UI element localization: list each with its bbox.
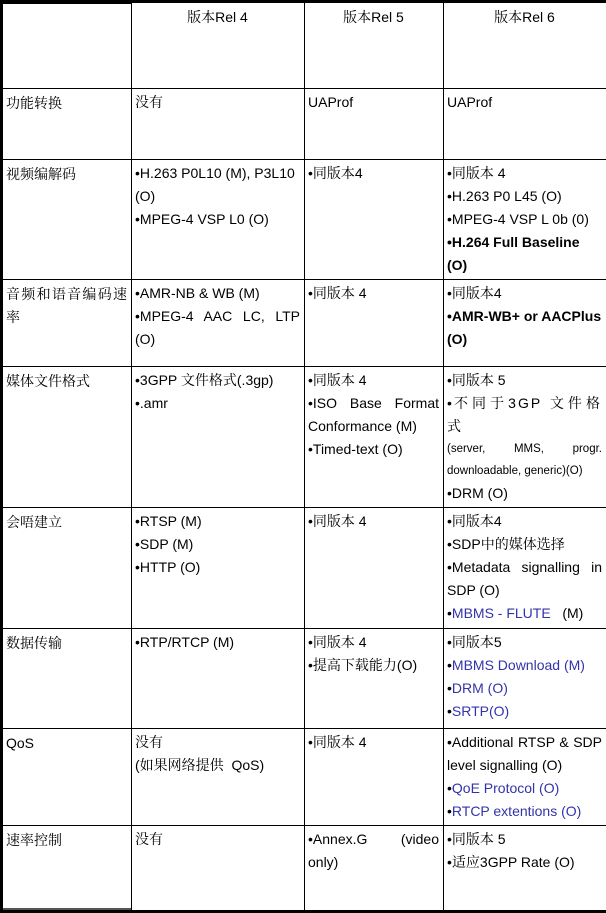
cell-line (135, 533, 300, 556)
bullet-icon: • (447, 395, 452, 411)
table-cell (132, 367, 305, 508)
bullet-icon: • (447, 211, 452, 227)
row-label: 功能转换 (2, 89, 132, 160)
bullet-icon: • (447, 234, 452, 250)
cell-line (308, 162, 439, 185)
header-cell-blank (2, 2, 132, 89)
cell-line (308, 438, 439, 461)
cell-line (447, 208, 602, 231)
cell-text: Metadata signalling in SDP (O) (447, 559, 602, 598)
cell-text: SDP (M) (140, 536, 193, 552)
cell-text: (server, MMS, progr. downloadable, generic)(O) (447, 443, 602, 477)
cell-text: 同版本5 (452, 634, 502, 650)
header-cell-rel5: 版本Rel 5 (305, 2, 444, 89)
cell-line (447, 91, 602, 114)
bullet-icon: • (447, 680, 452, 696)
cell-text: UAProf (447, 94, 492, 110)
cell-line (447, 162, 602, 185)
cell-line (308, 731, 439, 754)
cell-line (135, 91, 300, 114)
table-cell (132, 89, 305, 160)
bullet-icon: • (135, 536, 140, 552)
cell-text: 没有 (135, 831, 163, 847)
bullet-icon: • (447, 605, 452, 621)
cell-line (447, 851, 602, 874)
cell-text: 同版本 4 (313, 513, 367, 529)
cell-text: 没有 (135, 94, 163, 110)
cell-line (308, 828, 439, 874)
table-cell (444, 160, 606, 280)
bullet-icon: • (308, 513, 313, 529)
cell-line (447, 231, 602, 277)
bullet-icon: • (447, 308, 452, 324)
table-cell (305, 729, 444, 826)
cell-line (135, 754, 300, 777)
table-cell (444, 89, 606, 160)
cell-text: Timed-text (O) (313, 441, 403, 457)
bullet-icon: • (308, 285, 313, 301)
cell-text: MPEG-4 VSP L0 (O) (140, 211, 269, 227)
cell-text: ISO Base Format Conformance (M) (308, 395, 439, 434)
link-text[interactable]: RTCP extentions (O) (452, 803, 581, 819)
bullet-icon: • (135, 211, 140, 227)
row-label: 数据传输 (2, 629, 132, 729)
cell-line (447, 185, 602, 208)
cell-text: 适应3GPP Rate (O) (452, 854, 575, 870)
bullet-icon: • (308, 441, 313, 457)
cell-text: 同版本4 (452, 285, 502, 301)
cell-line (308, 510, 439, 533)
cell-line (447, 828, 602, 851)
row-label: 媒体文件格式 (2, 367, 132, 508)
link-text[interactable]: MBMS - FLUTE (452, 605, 551, 621)
cell-text: AMR-WB+ or AACPlus (O) (447, 308, 601, 347)
cell-line (135, 305, 300, 351)
cell-text: 同版本 5 (452, 372, 506, 388)
bullet-icon: • (447, 513, 452, 529)
table-row (2, 629, 606, 729)
bullet-icon: • (447, 703, 452, 719)
cell-line (447, 602, 602, 625)
cell-text: .amr (140, 395, 168, 411)
bullet-icon: • (135, 285, 140, 301)
table-cell (444, 280, 606, 367)
cell-line (447, 677, 602, 700)
bullet-icon: • (308, 657, 313, 673)
cell-line (447, 631, 602, 654)
cell-line (135, 162, 300, 208)
table-cell (132, 826, 305, 912)
cell-line (135, 392, 300, 415)
cell-line (447, 305, 602, 351)
cell-line (135, 369, 300, 392)
cell-line (447, 482, 602, 505)
cell-text: RTSP (M) (140, 513, 202, 529)
cell-text: 同版本 4 (313, 734, 367, 750)
bullet-icon: • (447, 734, 452, 750)
cell-text: Annex.G (video only) (308, 831, 439, 870)
table-row (2, 508, 606, 629)
row-label: 速率控制 (2, 826, 132, 912)
table-row (2, 89, 606, 160)
bullet-icon: • (447, 485, 452, 501)
cell-text: 同版本 4 (452, 165, 506, 181)
table-cell (444, 367, 606, 508)
bullet-icon: • (447, 831, 452, 847)
header-cell-rel4: 版本Rel 4 (132, 2, 305, 89)
cell-line (447, 731, 602, 777)
table-cell (444, 508, 606, 629)
cell-line (308, 91, 439, 114)
table-cell (305, 629, 444, 729)
link-text[interactable]: SRTP(O) (452, 703, 509, 719)
bullet-icon: • (135, 395, 140, 411)
cell-line (135, 282, 300, 305)
bullet-icon: • (447, 780, 452, 796)
link-text[interactable]: QoE Protocol (O) (452, 780, 559, 796)
table-row (2, 826, 606, 912)
cell-line (447, 369, 602, 392)
bullet-icon: • (135, 165, 140, 181)
cell-text: 同版本4 (313, 165, 363, 181)
bullet-icon: • (447, 559, 452, 575)
table-cell (444, 729, 606, 826)
table-cell (305, 160, 444, 280)
cell-line (135, 731, 300, 754)
cell-text: 提高下载能力(O) (313, 657, 417, 673)
cell-line (135, 510, 300, 533)
table-cell (444, 826, 606, 912)
cell-text: Additional RTSP & SDP level signalling (O) (447, 734, 602, 773)
cell-text: AMR-NB & WB (M) (140, 285, 260, 301)
header-cell-rel6: 版本Rel 6 (444, 2, 606, 89)
bullet-icon: • (135, 372, 140, 388)
cell-text: 同版本 5 (452, 831, 506, 847)
bullet-icon: • (447, 657, 452, 673)
row-label: 音频和语音编码速率 (2, 280, 132, 367)
bullet-icon: • (308, 165, 313, 181)
cell-line (308, 369, 439, 392)
table-row (2, 280, 606, 367)
cell-line (447, 556, 602, 602)
bullet-icon: • (308, 831, 313, 847)
cell-line (447, 510, 602, 533)
row-label: QoS (2, 729, 132, 826)
table-cell (305, 89, 444, 160)
cell-line (447, 700, 602, 723)
bullet-icon: • (447, 536, 452, 552)
row-label: 视频编解码 (2, 160, 132, 280)
bullet-icon: • (308, 634, 313, 650)
cell-line (135, 631, 300, 654)
cell-text: 3GPP 文件格式(.3gp) (140, 372, 274, 388)
cell-text: HTTP (O) (140, 559, 200, 575)
cell-text: SDP中的媒体选择 (452, 536, 565, 552)
cell-line (135, 556, 300, 579)
table-cell (132, 729, 305, 826)
table-row (2, 729, 606, 826)
table-cell (444, 629, 606, 729)
cell-line (447, 438, 602, 482)
cell-text: H.264 Full Baseline (O) (447, 234, 580, 273)
cell-line (135, 208, 300, 231)
cell-text: (如果网络提供 QoS) (135, 757, 264, 773)
table-row (2, 160, 606, 280)
row-label: 会唔建立 (2, 508, 132, 629)
table-cell (305, 508, 444, 629)
cell-line (308, 631, 439, 654)
table-cell (132, 629, 305, 729)
cell-line (447, 800, 602, 823)
cell-text: H.263 P0 L45 (O) (452, 188, 562, 204)
bullet-icon: • (135, 634, 140, 650)
cell-text: 同版本 4 (313, 372, 367, 388)
bullet-icon: • (308, 734, 313, 750)
cell-text-suffix: (M) (551, 605, 584, 621)
cell-line (308, 282, 439, 305)
header-row (2, 2, 606, 89)
cell-line (447, 533, 602, 556)
table-cell (305, 826, 444, 912)
table-cell (132, 160, 305, 280)
cell-text: RTP/RTCP (M) (140, 634, 234, 650)
cell-line (308, 392, 439, 438)
bullet-icon: • (447, 634, 452, 650)
bullet-icon: • (135, 559, 140, 575)
cell-line (447, 392, 602, 438)
cell-text: MPEG-4 VSP L 0b (0) (452, 211, 589, 227)
link-text[interactable]: MBMS Download (M) (452, 657, 585, 673)
cell-text: DRM (O) (452, 485, 508, 501)
cell-line (447, 777, 602, 800)
cell-line (447, 282, 602, 305)
bullet-icon: • (308, 395, 313, 411)
cell-text: 同版本 4 (313, 285, 367, 301)
table-row (2, 367, 606, 508)
bullet-icon: • (135, 308, 140, 324)
table-cell (305, 280, 444, 367)
cell-line (308, 654, 439, 677)
cell-text: 同版本4 (452, 513, 502, 529)
bullet-icon: • (308, 372, 313, 388)
cell-line (447, 654, 602, 677)
bullet-icon: • (447, 188, 452, 204)
cell-text: UAProf (308, 94, 353, 110)
table-body (2, 89, 606, 912)
cell-text: H.263 P0L10 (M), P3L10 (O) (135, 165, 295, 204)
link-text[interactable]: DRM (O) (452, 680, 508, 696)
cell-line (135, 828, 300, 851)
table-cell (132, 508, 305, 629)
cell-text: 不同于3GP 文件格式 (447, 395, 602, 434)
cell-text: MPEG-4 AAC LC, LTP (O) (135, 308, 300, 347)
cell-text: 同版本 4 (313, 634, 367, 650)
cell-text: 没有 (135, 734, 163, 750)
bullet-icon: • (135, 513, 140, 529)
table-cell (132, 280, 305, 367)
bullet-icon: • (447, 165, 452, 181)
bullet-icon: • (447, 372, 452, 388)
bullet-icon: • (447, 803, 452, 819)
bullet-icon: • (447, 854, 452, 870)
table-cell (305, 367, 444, 508)
bullet-icon: • (447, 285, 452, 301)
